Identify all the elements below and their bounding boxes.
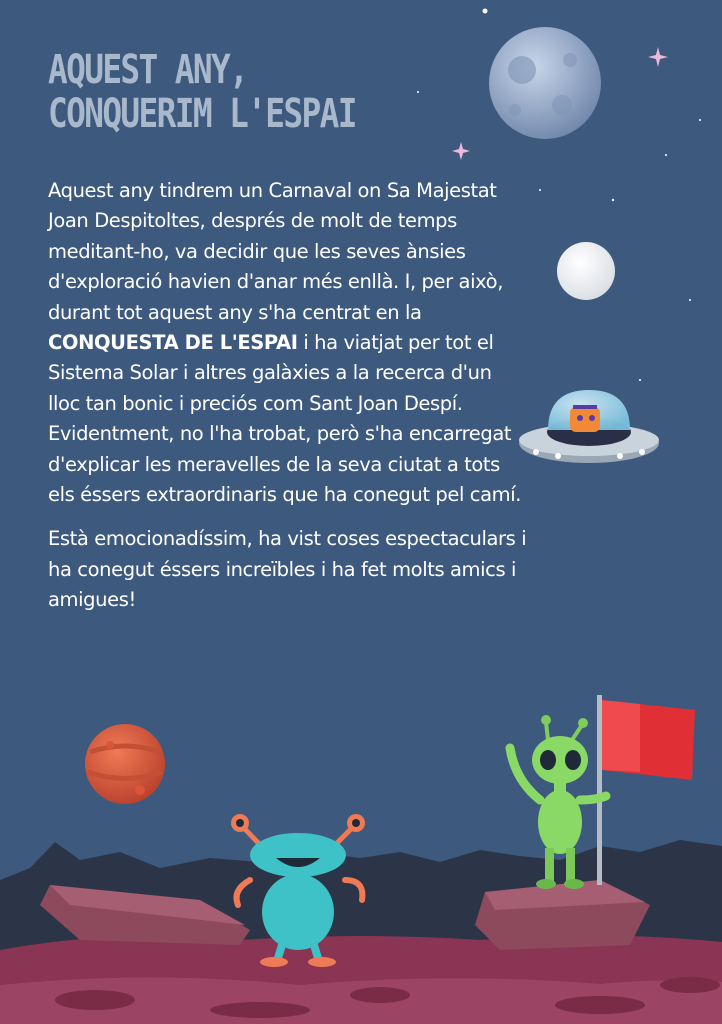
moon-icon <box>489 27 601 139</box>
red-planet-icon <box>85 724 165 804</box>
highlight-phrase: CONQUESTA DE L'ESPAI <box>48 331 298 355</box>
paragraph-1-rest: i ha viatjat per tot el Sistema Solar i altres galàxies a la recerca d'un lloc tan bonic i preciós com Sant Joan Despí. Evidentment, no l'ha trobat, però s'ha encarregat d'explicar les meravelles de la seva ciutat a tots els éssers extraordinaris que ha conegut pel camí. <box>48 331 522 507</box>
title-line-1: AQUEST ANY, <box>48 47 248 93</box>
ufo-icon <box>519 390 659 463</box>
paragraph-1 <box>48 176 528 510</box>
paragraph-1-intro: Aquest any tindrem un Carnaval on Sa Majestat Joan Despitoltes, després de molt de temps meditant-ho, va decidir que les seves ànsies d'exploració havien d'anar més enllà. I, per això, durant tot aquest any s'ha centrat en la <box>48 179 503 324</box>
body-text <box>48 176 528 630</box>
title-line-2: CONQUERIM L'ESPAI <box>48 91 356 137</box>
page-title <box>48 48 356 136</box>
paragraph-2: Està emocionadíssim, ha vist coses espectaculars i ha conegut éssers increïbles i ha fet molts amics i amigues! <box>48 527 527 612</box>
small-moon-icon <box>557 242 615 300</box>
